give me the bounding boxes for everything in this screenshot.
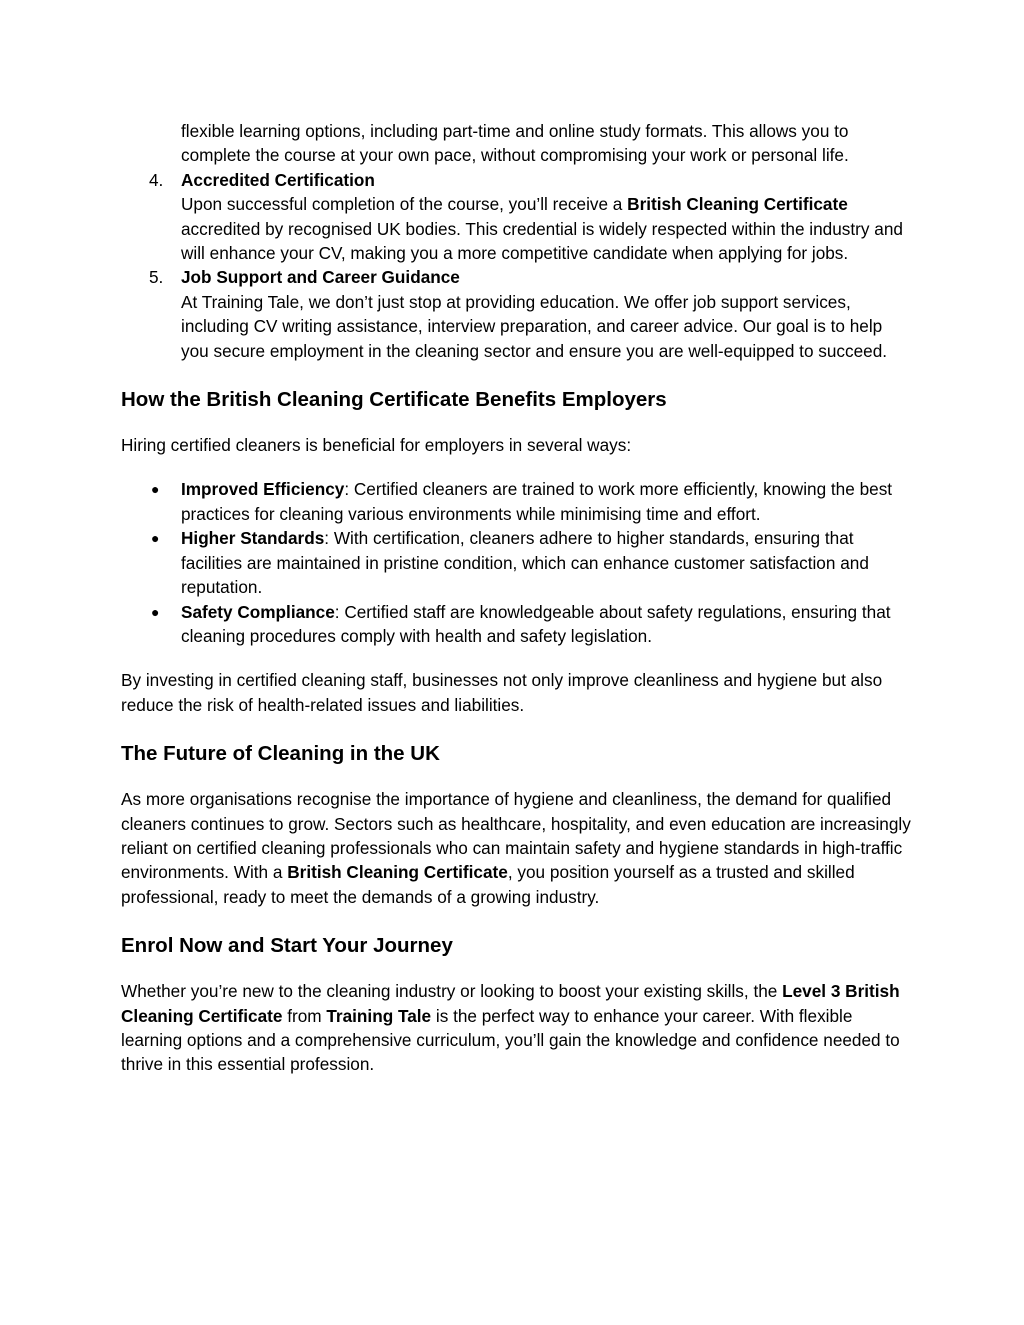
numbered-list-item (121, 168, 911, 266)
bullet-item: ● Safety Compliance: Certified staff are knowledgeable about safety regulations, ensuring that cleaning procedures comply with health and safety legislation. (151, 601, 891, 646)
section-heading-future: The Future of Cleaning in the UK (121, 742, 440, 766)
bullet-icon: ● (151, 603, 160, 620)
list-item-text: At Training Tale, we don’t just stop at providing education. We offer job support services, including CV writing assistance, interview preparation, and career advice. Our goal is to help you secure employment in the cleaning sector and ensure you are well-equipped to succeed. (181, 291, 888, 361)
section-heading-benefits: How the British Cleaning Certificate Benefits Employers (121, 388, 667, 412)
numbered-list-item (121, 265, 911, 363)
bullet-item: ● Improved Efficiency: Certified cleaners are trained to work more efficiently, knowing the best practices for cleaning various environments while minimising time and effort. (151, 479, 893, 524)
benefits-list (121, 477, 911, 648)
bullet-icon: ● (151, 530, 160, 547)
document-body (121, 119, 911, 1077)
list-item-title: Job Support and Career Guidance (181, 267, 460, 288)
bullet-item: ● Higher Standards: With certification, cleaners adhere to higher standards, ensuring that facilities are maintained in pristine condition, which can enhance customer satisfaction and reputation. (151, 528, 869, 598)
list-item-text: Upon successful completion of the course, you’ll receive a British Cleaning Certificate accredited by recognised UK bodies. This credential is widely respected within the industry and will enhance your CV, making you a more competitive candidate when applying for jobs. (181, 194, 903, 264)
list-number: 4. (149, 169, 164, 190)
bullet-icon: ● (151, 481, 160, 498)
section-heading-enrol: Enrol Now and Start Your Journey (121, 934, 453, 958)
list-item-continuation: flexible learning options, including part-time and online study formats. This allows you to complete the course at your own pace, without compromising your work or personal life. (181, 121, 849, 166)
list-number: 5. (149, 267, 164, 288)
benefits-intro: Hiring certified cleaners is beneficial for employers in several ways: (121, 435, 632, 456)
benefits-closing: By investing in certified cleaning staff, businesses not only improve cleanliness and hygiene but also reduce the risk of health-related issues and liabilities. (121, 670, 883, 715)
enrol-paragraph: Whether you’re new to the cleaning industry or looking to boost your existing skills, the Level 3 British Cleaning Certificate from Training Tale is the perfect way to enhance your career. With flexible learning options and a comprehensive curriculum, you’ll gain the knowledge and confidence needed to thrive in this essential profession. (121, 981, 900, 1075)
list-item-title: Accredited Certification (181, 169, 375, 190)
future-paragraph: As more organisations recognise the importance of hygiene and cleanliness, the demand for qualified cleaners continues to grow. Sectors such as healthcare, hospitality, and even education are increasingly reliant on certified cleaning professionals who can maintain safety and hygiene standards in high-traffic environments. With a British Cleaning Certificate, you position yourself as a trusted and skilled professional, ready to meet the demands of a growing industry. (121, 789, 911, 907)
